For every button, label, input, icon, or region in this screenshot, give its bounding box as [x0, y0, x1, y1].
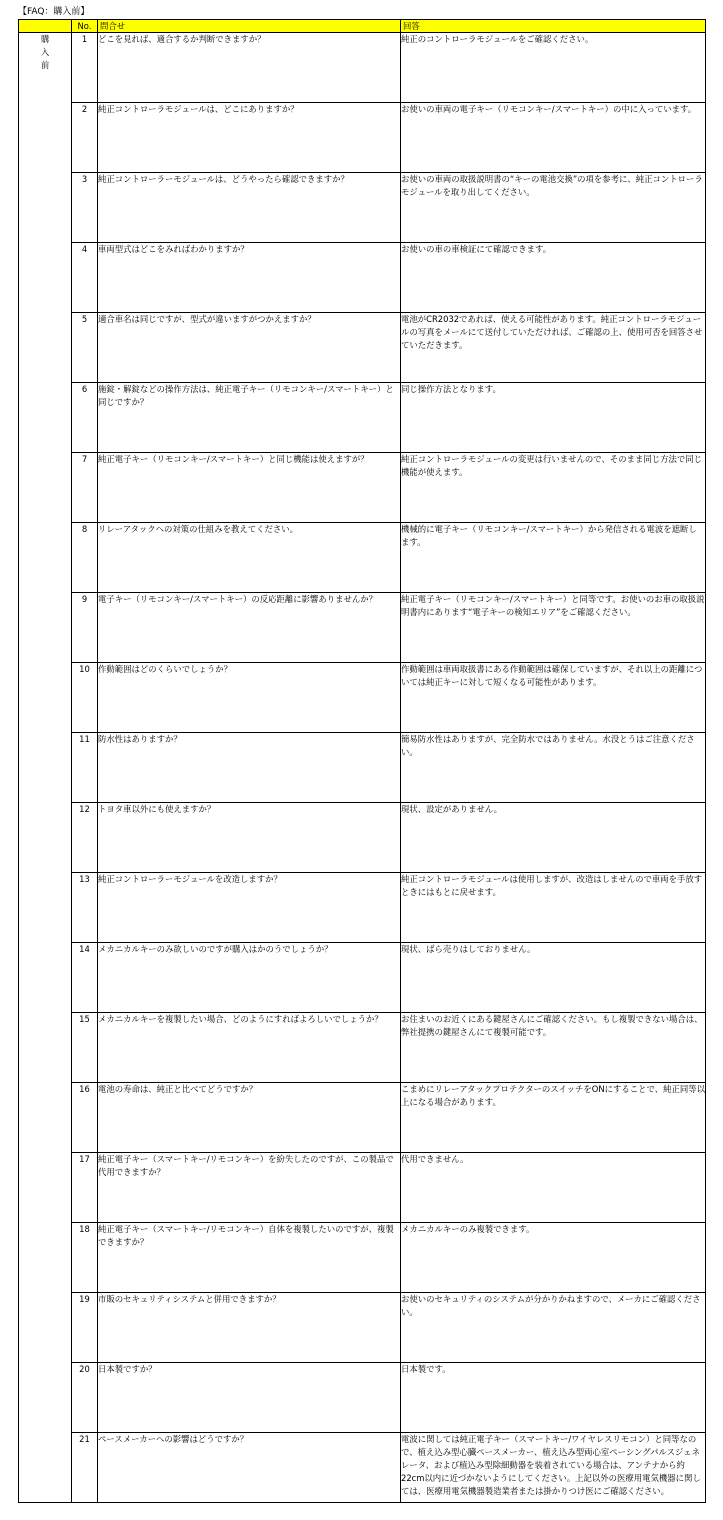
- row-number: 13: [72, 873, 98, 943]
- table-row: [19, 313, 706, 383]
- row-number: 10: [72, 663, 98, 733]
- row-number: 7: [72, 453, 98, 523]
- answer-cell: 日本製です。: [401, 1363, 706, 1433]
- table-row: [19, 33, 706, 103]
- faq-body: [19, 33, 706, 1503]
- question-cell: 純正電子キー（スマートキー/リモコンキー）を紛失したのですが、この製品で代用できますか？: [98, 1153, 401, 1223]
- row-number: 14: [72, 943, 98, 1013]
- question-cell: ペースメーカーへの影響はどうですか？: [98, 1433, 401, 1503]
- header-row: [19, 20, 706, 33]
- header-question: 問合せ: [98, 20, 401, 33]
- table-row: [19, 103, 706, 173]
- question-cell: 電子キー（リモコンキー/スマートキー）の反応距離に影響ありませんか？: [98, 593, 401, 663]
- row-number: 6: [72, 383, 98, 453]
- table-row: [19, 1013, 706, 1083]
- answer-cell: こまめにリレーアタックプロテクターのスイッチをONにすることで、純正同等以上になる場合があります。: [401, 1083, 706, 1153]
- category-cell: [19, 33, 72, 1503]
- question-cell: 日本製ですか？: [98, 1363, 401, 1433]
- table-row: [19, 383, 706, 453]
- row-number: 3: [72, 173, 98, 243]
- table-row: [19, 1223, 706, 1293]
- answer-cell: 機械的に電子キー（リモコンキー/スマートキー）から発信される電波を遮断します。: [401, 523, 706, 593]
- category-label: 購 入 前: [40, 34, 50, 70]
- row-number: 2: [72, 103, 98, 173]
- answer-cell: 簡易防水性はありますが、完全防水ではありません。水没とうはご注意ください。: [401, 733, 706, 803]
- question-cell: 施錠・解錠などの操作方法は、純正電子キー（リモコンキー/スマートキー）と同じですか？: [98, 383, 401, 453]
- row-number: 20: [72, 1363, 98, 1433]
- table-row: [19, 733, 706, 803]
- table-row: [19, 1363, 706, 1433]
- row-number: 15: [72, 1013, 98, 1083]
- question-cell: 純正コントローラモジュールは、どこにありますか？: [98, 103, 401, 173]
- row-number: 19: [72, 1293, 98, 1363]
- table-row: [19, 1293, 706, 1363]
- answer-cell: 代用できません。: [401, 1153, 706, 1223]
- header-no: No.: [72, 20, 98, 33]
- table-row: [19, 453, 706, 523]
- question-cell: 電池の寿命は、純正と比べてどうですか？: [98, 1083, 401, 1153]
- row-number: 12: [72, 803, 98, 873]
- table-row: [19, 1153, 706, 1223]
- answer-cell: お使いの車の車検証にて確認できます。: [401, 243, 706, 313]
- answer-cell: 純正コントローラモジュールの変更は行いませんので、そのまま同じ方法で同じ機能が使えます。: [401, 453, 706, 523]
- question-cell: 純正電子キー（リモコンキー/スマートキー）と同じ機能は使えますが？: [98, 453, 401, 523]
- row-number: 18: [72, 1223, 98, 1293]
- answer-cell: お使いの車両の電子キー（リモコンキー/スマートキー）の中に入っています。: [401, 103, 706, 173]
- table-row: [19, 1083, 706, 1153]
- table-row: [19, 803, 706, 873]
- question-cell: 純正コントローラーモジュールは、どうやったら確認できますか？: [98, 173, 401, 243]
- question-cell: 市販のセキュリティシステムと併用できますか？: [98, 1293, 401, 1363]
- question-cell: 純正コントローラーモジュールを改造しますか？: [98, 873, 401, 943]
- row-number: 4: [72, 243, 98, 313]
- answer-cell: 純正のコントローラモジュールをご確認ください。: [401, 33, 706, 103]
- question-cell: 純正電子キー（スマートキー/リモコンキー）自体を複製したいのですが、複製できますか？: [98, 1223, 401, 1293]
- row-number: 11: [72, 733, 98, 803]
- answer-cell: 純正コントローラモジュールは使用しますが、改造はしませんので車両を手放すときにはもとに戻せます。: [401, 873, 706, 943]
- table-row: [19, 523, 706, 593]
- answer-cell: 電池がCR2032であれば、使える可能性があります。純正コントローラモジュールの写真をメールにて送付していただければ、ご確認の上、使用可否を回答させていただきます。: [401, 313, 706, 383]
- faq-table: [18, 19, 706, 1503]
- answer-cell: 現状、設定がありません。: [401, 803, 706, 873]
- question-cell: 車両型式はどこをみればわかりますか？: [98, 243, 401, 313]
- row-number: 9: [72, 593, 98, 663]
- answer-cell: お使いの車両の取扱説明書の“キーの電池交換”の項を参考に、純正コントローラモジュールを取り出してください。: [401, 173, 706, 243]
- answer-cell: 同じ操作方法となります。: [401, 383, 706, 453]
- answer-cell: メカニカルキーのみ複製できます。: [401, 1223, 706, 1293]
- question-cell: 適合車名は同じですが、型式が違いますがつかえますか？: [98, 313, 401, 383]
- row-number: 17: [72, 1153, 98, 1223]
- table-row: [19, 943, 706, 1013]
- question-cell: どこを見れば、適合するか判断できますか？: [98, 33, 401, 103]
- table-row: [19, 1433, 706, 1503]
- question-cell: 作動範囲はどのくらいでしょうか？: [98, 663, 401, 733]
- table-row: [19, 593, 706, 663]
- table-row: [19, 663, 706, 733]
- question-cell: メカニカルキーのみ欲しいのですが購入はかのうでしょうか？: [98, 943, 401, 1013]
- row-number: 8: [72, 523, 98, 593]
- answer-cell: お住まいのお近くにある鍵屋さんにご確認ください。もし複製できない場合は、弊社提携の鍵屋さんにて複製可能です。: [401, 1013, 706, 1083]
- answer-cell: 電波に関しては純正電子キー（スマートキー/ワイヤレスリモコン）と同等なので、植え込み型心臓ペースメーカー、植え込み型両心室ペーシングパルスジェネレータ、および植込み型除細動器を装着されている場合は、アンテナから約22cm以内に近づかないようにしてください。上記以外の医療用電気機器に関しては、医療用電気機器製造業者または掛かりつけ医にご確認ください。: [401, 1433, 706, 1503]
- question-cell: トヨタ車以外にも使えますか？: [98, 803, 401, 873]
- row-number: 16: [72, 1083, 98, 1153]
- sheet-caption: 【FAQ：購入前】: [18, 7, 90, 17]
- question-cell: 防水性はありますか？: [98, 733, 401, 803]
- answer-cell: 作動範囲は車両取扱書にある作動範囲は確保していますが、それ以上の距離については純正キーに対して短くなる可能性があります。: [401, 663, 706, 733]
- row-number: 5: [72, 313, 98, 383]
- question-cell: リレーアタックへの対策の仕組みを教えてください。: [98, 523, 401, 593]
- table-row: [19, 243, 706, 313]
- row-number: 21: [72, 1433, 98, 1503]
- answer-cell: お使いのセキュリティのシステムが分かりかねますので、メーカにご確認ください。: [401, 1293, 706, 1363]
- answer-cell: 純正電子キー（リモコンキー/スマートキー）と同等です。お使いのお車の取扱説明書内にあります“電子キーの検知エリア”をご確認ください。: [401, 593, 706, 663]
- header-blank: [19, 20, 72, 33]
- row-number: 1: [72, 33, 98, 103]
- table-row: [19, 873, 706, 943]
- answer-cell: 現状、ばら売りはしておりません。: [401, 943, 706, 1013]
- header-answer: 回答: [401, 20, 706, 33]
- table-row: [19, 173, 706, 243]
- question-cell: メカニカルキーを複製したい場合、どのようにすればよろしいでしょうか？: [98, 1013, 401, 1083]
